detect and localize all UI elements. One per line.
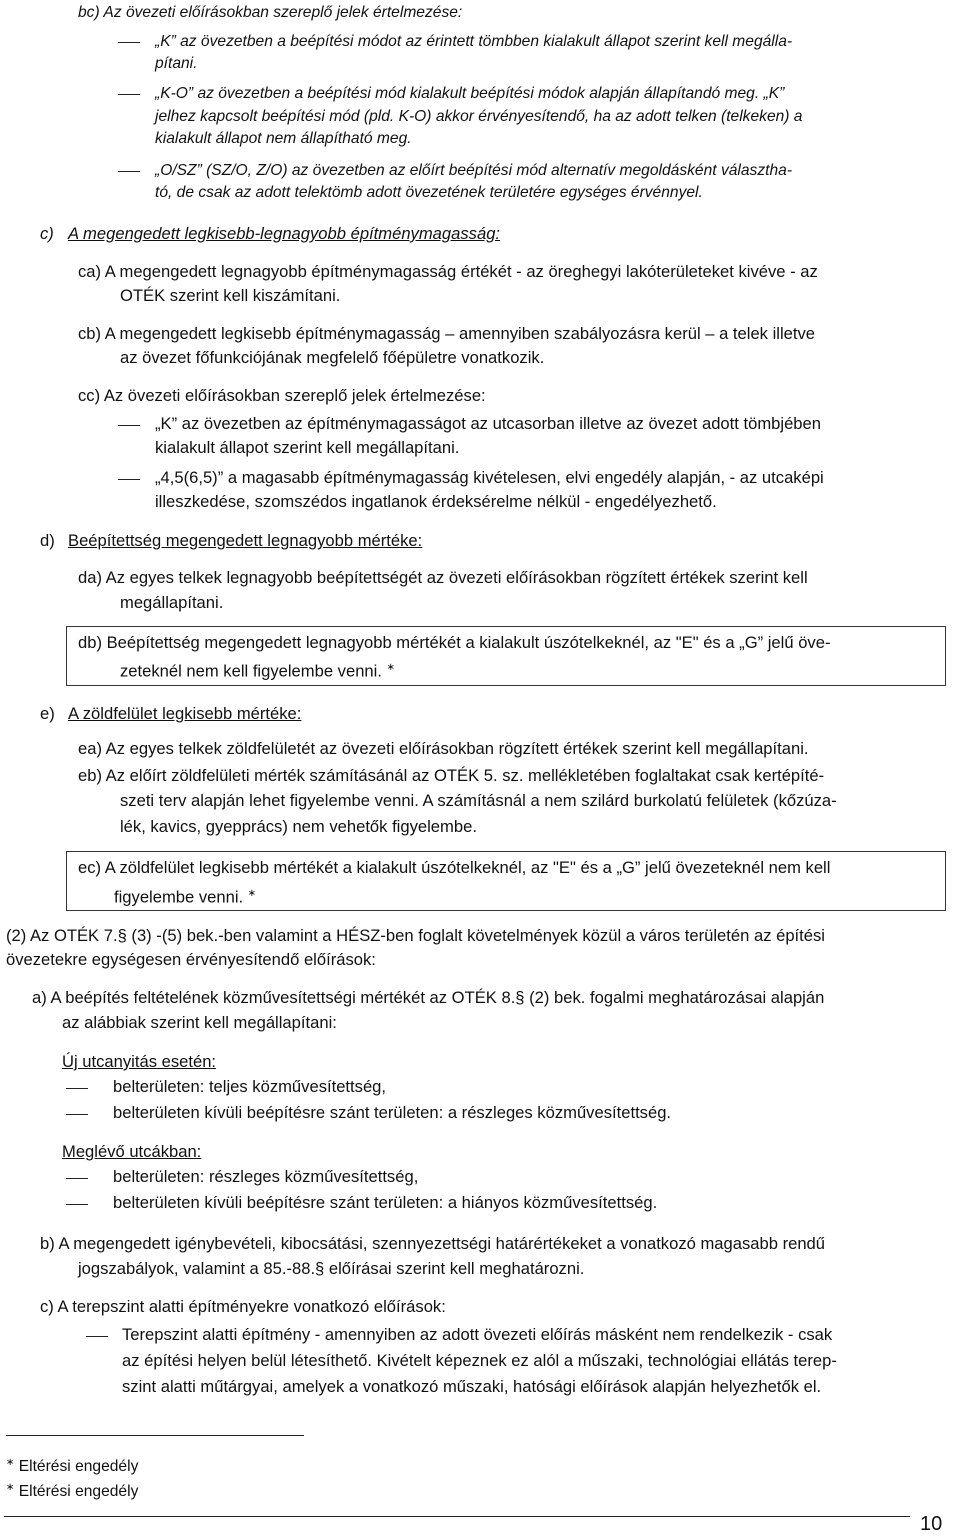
bc-line: pítani. <box>155 55 198 72</box>
s2b-line: b) A megengedett igénybevételi, kibocsátási, szennyezettségi határértékeket a vonatkozó magasabb rendű <box>40 1234 826 1253</box>
section-e-prefix: e) <box>40 704 55 723</box>
section-e-heading: A zöldfelület legkisebb mértéke: <box>68 704 302 723</box>
list-dash <box>66 1088 88 1089</box>
bc-line: „K-O” az övezetben a beépítési mód kialakult beépítési módok alapján állapítandó meg. „K” <box>155 85 785 102</box>
meg-item: belterületen: részleges közművesítettség, <box>113 1167 419 1186</box>
list-dash <box>118 94 140 95</box>
footnote-separator <box>6 1435 304 1436</box>
s2a-line: az alábbiak szerint kell megállapítani: <box>62 1013 337 1032</box>
s2c-line: az építési helyen belül létesíthető. Kivételt képeznek ez alól a műszaki, technológiai ellátás terep- <box>122 1351 837 1370</box>
ec-text: figyelembe venni. <box>114 887 244 907</box>
section-d-prefix: d) <box>40 531 55 550</box>
da-line: da) Az egyes telkek legnagyobb beépítettségét az övezeti előírásokban rögzített értékek szerint kell <box>78 568 808 587</box>
ec-line <box>114 883 256 909</box>
uj-item: belterületen: teljes közművesítettség, <box>113 1077 387 1096</box>
section-d-heading: Beépítettség megengedett legnagyobb mértéke: <box>68 531 423 550</box>
bc-line: tó, de csak az adott telektömb adott övezetének területére egységes érvénnyel. <box>155 184 703 201</box>
eb-line: szeti terv alapján lehet figyelembe venni. A számításnál a nem szilárd burkolatú felületek (kőzúza- <box>120 791 837 810</box>
footnote-text: Eltérési engedély <box>18 1458 139 1476</box>
s2c-line: Terepszint alatti építmény - amennyiben az adott övezeti előírás másként nem rendelkezik - csak <box>122 1325 833 1344</box>
bc-heading: bc) Az övezeti előírásokban szereplő jelek értelmezése: <box>78 4 463 21</box>
db-line: db) Beépítettség megengedett legnagyobb mértékét a kialakult úszótelkeknél, az "E" és a „G” jelű öve- <box>78 633 831 652</box>
eb-line: eb) Az előírt zöldfelületi mérték számításánál az OTÉK 5. sz. mellékletében foglaltakat csak kertépíté- <box>78 766 825 785</box>
footnote <box>6 1477 138 1503</box>
list-dash <box>118 171 140 172</box>
ca-line: OTÉK szerint kell kiszámítani. <box>120 286 341 305</box>
bc-line: jelhez kapcsolt beépítési mód (pld. K-O) akkor érvényesítendő, ha az adott telken (telkeken) a <box>155 108 803 125</box>
ea-line: ea) Az egyes telkek zöldfelületét az övezeti előírásokban rögzített értékek szerint kell megállapítani. <box>78 739 809 758</box>
section-c-prefix: c) <box>40 224 54 243</box>
s2-line: övezetekre egységesen érvényesítendő előírások: <box>6 950 376 969</box>
db-line <box>120 657 395 683</box>
bc-line: „O/SZ” (SZ/O, Z/O) az övezetben az előírt beépítési mód alternatív megoldásként választha- <box>155 162 793 179</box>
cc-line: kialakult állapot szerint kell megállapítani. <box>155 438 460 457</box>
list-dash <box>118 42 140 43</box>
list-dash <box>86 1336 108 1337</box>
footnote-marker: ∗ <box>386 662 395 673</box>
meg-heading: Meglévő utcákban: <box>62 1142 202 1161</box>
footnote-marker: ∗ <box>247 888 257 899</box>
footnote <box>6 1452 138 1478</box>
cc-heading: cc) Az övezeti előírásokban szereplő jelek értelmezése: <box>78 386 486 405</box>
section-c-heading: A megengedett legkisebb-legnagyobb építménymagasság: <box>68 224 501 243</box>
uj-item: belterületen kívüli beépítésre szánt területen: a részleges közművesítettség. <box>113 1103 672 1122</box>
cc-line: „K” az övezetben az építménymagasságot az utcasorban illetve az övezet adott tömbjében <box>155 414 821 433</box>
s2b-line: jogszabályok, valamint a 85.-88.§ előírásai szerint kell meghatározni. <box>78 1259 585 1278</box>
footnote-marker: ∗ <box>6 1457 15 1468</box>
db-text: zeteknél nem kell figyelembe venni. <box>120 661 382 681</box>
s2c-line: szint alatti műtárgyai, amelyek a vonatkozó műszaki, hatósági előírások alapján helyezhetők el. <box>122 1377 822 1396</box>
cb-line: az övezet főfunkciójának megfelelő főépületre vonatkozik. <box>120 348 545 367</box>
s2c-heading: c) A terepszint alatti építményekre vonatkozó előírások: <box>40 1297 446 1316</box>
meg-item: belterületen kívüli beépítésre szánt területen: a hiányos közművesítettség. <box>113 1193 658 1212</box>
list-dash <box>66 1178 88 1179</box>
s2-line: (2) Az OTÉK 7.§ (3) -(5) bek.-ben valamint a HÉSZ-ben foglalt követelmények közül a város területén az építési <box>6 926 825 945</box>
cc-line: „4,5(6,5)” a magasabb építménymagasság kivételesen, elvi engedély alapján, - az utcaképi <box>155 468 824 487</box>
footer-rule <box>4 1516 910 1517</box>
list-dash <box>66 1114 88 1115</box>
cb-line: cb) A megengedett legkisebb építménymagasság – amennyiben szabályozásra kerül – a telek illetve <box>78 324 816 343</box>
bc-line: „K” az övezetben a beépítési módot az érintett tömbben kialakult állapot szerint kell megálla- <box>155 33 793 50</box>
ec-line: ec) A zöldfelület legkisebb mértékét a kialakult úszótelkeknél, az "E" és a „G” jelű övezeteknél nem kell <box>78 858 831 877</box>
page-number: 10 <box>920 1513 943 1535</box>
list-dash <box>66 1204 88 1205</box>
cc-line: illeszkedése, szomszédos ingatlanok érdeksérelme nélkül - engedélyezhető. <box>155 492 717 511</box>
da-line: megállapítani. <box>120 593 224 612</box>
s2a-line: a) A beépítés feltételének közművesítettségi mértékét az OTÉK 8.§ (2) bek. fogalmi meghatározásai alapján <box>32 988 825 1007</box>
footnote-text: Eltérési engedély <box>18 1483 139 1501</box>
ca-line: ca) A megengedett legnagyobb építménymagasság értékét - az öreghegyi lakóterületeket kivéve - az <box>78 262 818 281</box>
list-dash <box>118 425 140 426</box>
uj-heading: Új utcanyitás esetén: <box>62 1052 217 1071</box>
eb-line: lék, kavics, gyepprács) nem vehetők figyelembe. <box>120 817 477 836</box>
footnote-marker: ∗ <box>6 1482 15 1493</box>
list-dash <box>118 479 140 480</box>
bc-line: kialakult állapot nem állapítható meg. <box>155 130 412 147</box>
